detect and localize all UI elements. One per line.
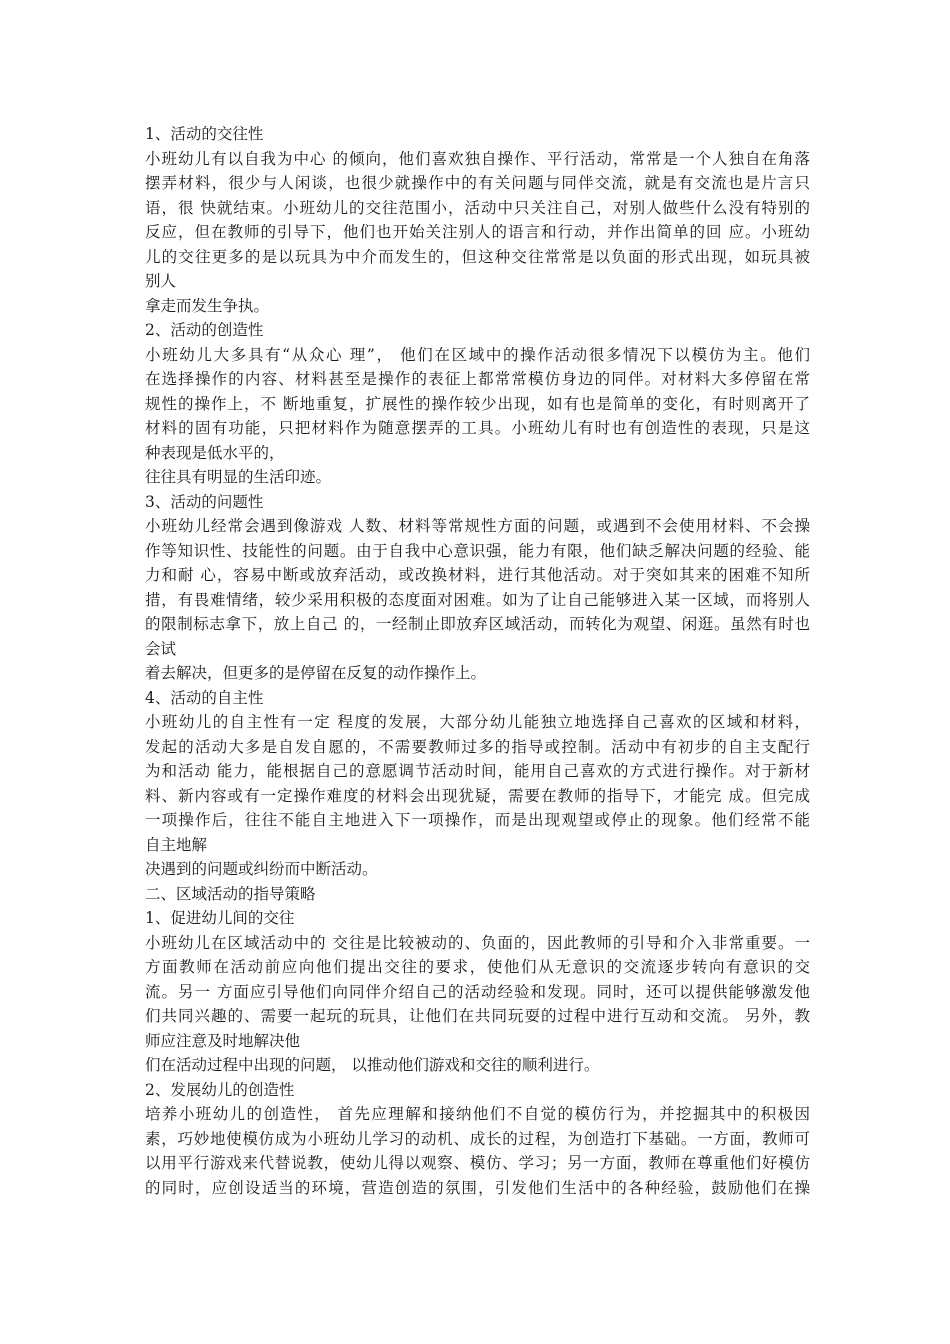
paragraph-line: 流。另一 方面应引导他们向同伴介绍自己的活动经验和发现。同时，还可以提供能够激发他: [145, 982, 810, 1001]
section-heading: 2、活动的创造性: [145, 321, 264, 339]
paragraph-line: 别人: [145, 272, 177, 290]
paragraph-line: 种表现是低水平的，: [145, 443, 285, 462]
paragraph-line: 儿的交往更多的是以玩具为中介而发生的，但这种交往常常是以负面的形式出现，如玩具被: [145, 247, 810, 266]
paragraph-line: 素，巧妙地使模仿成为小班幼儿学习的动机、成长的过程，为创造打下基础。一方面，教师可: [145, 1129, 810, 1148]
paragraph-line: 小班幼儿有以自我为中心 的倾向，他们喜欢独自操作、平行活动，常常是一个人独自在角落: [145, 149, 810, 168]
paragraph-line: 语，很 快就结束。小班幼儿的交往范围小，活动中只关注自己，对别人做些什么没有特别的: [145, 198, 810, 217]
section-heading: 2、发展幼儿的创造性: [145, 1080, 295, 1099]
document-body: [145, 122, 810, 1200]
paragraph-line: 以用平行游戏来代替说教，使幼儿得以观察、模仿、学习；另一方面，教师在尊重他们好模仿: [145, 1154, 810, 1172]
section-heading: 4、活动的自主性: [145, 688, 264, 707]
paragraph-line: 小班幼儿经常会遇到像游戏 人数、材料等常规性方面的问题，或遇到不会使用材料、不会操: [145, 517, 810, 535]
section-heading: 3、活动的问题性: [145, 492, 264, 511]
paragraph-line: 在选择操作的内容、材料甚至是操作的表征上都常常模仿身边的同伴。对材料大多停留在常: [145, 370, 810, 388]
paragraph-line: 拿走而发生争执。: [145, 296, 270, 315]
paragraph-line: 材料的固有功能，只把材料作为随意摆弄的工具。小班幼儿有时也有创造性的表现，只是这: [145, 419, 810, 437]
paragraph-line: 料、新内容或有一定操作难度的材料会出现犹疑，需要在教师的指导下，才能完 成。但完成: [145, 786, 810, 805]
section-heading: 1、活动的交往性: [145, 125, 264, 143]
paragraph-line: 小班幼儿大多具有“从众心 理”， 他们在区域中的操作活动很多情况下以模仿为主。他们: [145, 345, 810, 364]
paragraph-line: 摆弄材料，很少与人闲谈，也很少就操作中的有关问题与同伴交流，就是有交流也是片言只: [145, 174, 810, 192]
paragraph-line: 决遇到的问题或纠纷而中断活动。: [145, 860, 378, 878]
paragraph-line: 小班幼儿的自主性有一定 程度的发展，大部分幼儿能独立地选择自己喜欢的区域和材料，: [145, 713, 810, 731]
paragraph-line: 们在活动过程中出现的问题， 以推动他们游戏和交往的顺利进行。: [145, 1056, 600, 1074]
paragraph-line: 们共同兴趣的、需要一起玩的玩具，让他们在共同玩耍的过程中进行互动和交流。 另外，教: [145, 1007, 810, 1025]
paragraph-line: 方面教师在活动前应向他们提出交往的要求，使他们从无意识的交流逐步转向有意识的交: [145, 958, 810, 976]
paragraph-line: 措，有畏难情绪，较少采用积极的态度面对困难。如为了让自己能够进入某一区域，而将别人: [145, 590, 810, 609]
paragraph-line: 会试: [145, 639, 177, 658]
paragraph-line: 规性的操作上，不 断地重复，扩展性的操作较少出现，如有也是简单的变化，有时则离开了: [145, 394, 810, 413]
paragraph-line: 的限制标志拿下，放上自己 的，一经制止即放弃区域活动，而转化为观望、闲逛。虽然有时也: [145, 615, 810, 633]
paragraph-line: 作等知识性、技能性的问题。由于自我中心意识强，能力有限，他们缺乏解决问题的经验、能: [145, 541, 810, 560]
paragraph-line: 小班幼儿在区域活动中的 交往是比较被动的、负面的，因此教师的引导和介入非常重要。一: [145, 933, 810, 952]
paragraph-line: 反应，但在教师的引导下，他们也开始关注别人的语言和行动，并作出简单的回 应。小班幼: [145, 223, 810, 241]
paragraph-line: 师应注意及时地解决他: [145, 1031, 301, 1050]
paragraph-line: 一项操作后，往往不能自主地进入下一项操作，而是出现观望或停止的现象。他们经常不能: [145, 811, 810, 829]
paragraph-line: 力和耐 心，容易中断或放弃活动，或改换材料，进行其他活动。对于突如其来的困难不知所: [145, 566, 810, 584]
paragraph-line: 自主地解: [145, 835, 208, 854]
paragraph-line: 着去解决，但更多的是停留在反复的动作操作上。: [145, 664, 487, 682]
paragraph-line: 为和活动 能力，能根据自己的意愿调节活动时间，能用自己喜欢的方式进行操作。对于新材: [145, 762, 810, 780]
section-heading: 1、促进幼儿间的交往: [145, 909, 295, 927]
paragraph-line: 发起的活动大多是自发自愿的，不需要教师过多的指导或控制。活动中有初步的自主支配行: [145, 737, 810, 756]
paragraph-line: 往往具有明显的生活印迹。: [145, 468, 332, 486]
section-heading: 二、区域活动的指导策略: [145, 884, 316, 903]
paragraph-line: 的同时，应创设适当的环境，营造创造的氛围，引发他们生活中的各种经验，鼓励他们在操: [145, 1178, 810, 1197]
paragraph-line: 培养小班幼儿的创造性， 首先应理解和接纳他们不自觉的模仿行为，并挖掘其中的积极因: [145, 1105, 810, 1123]
